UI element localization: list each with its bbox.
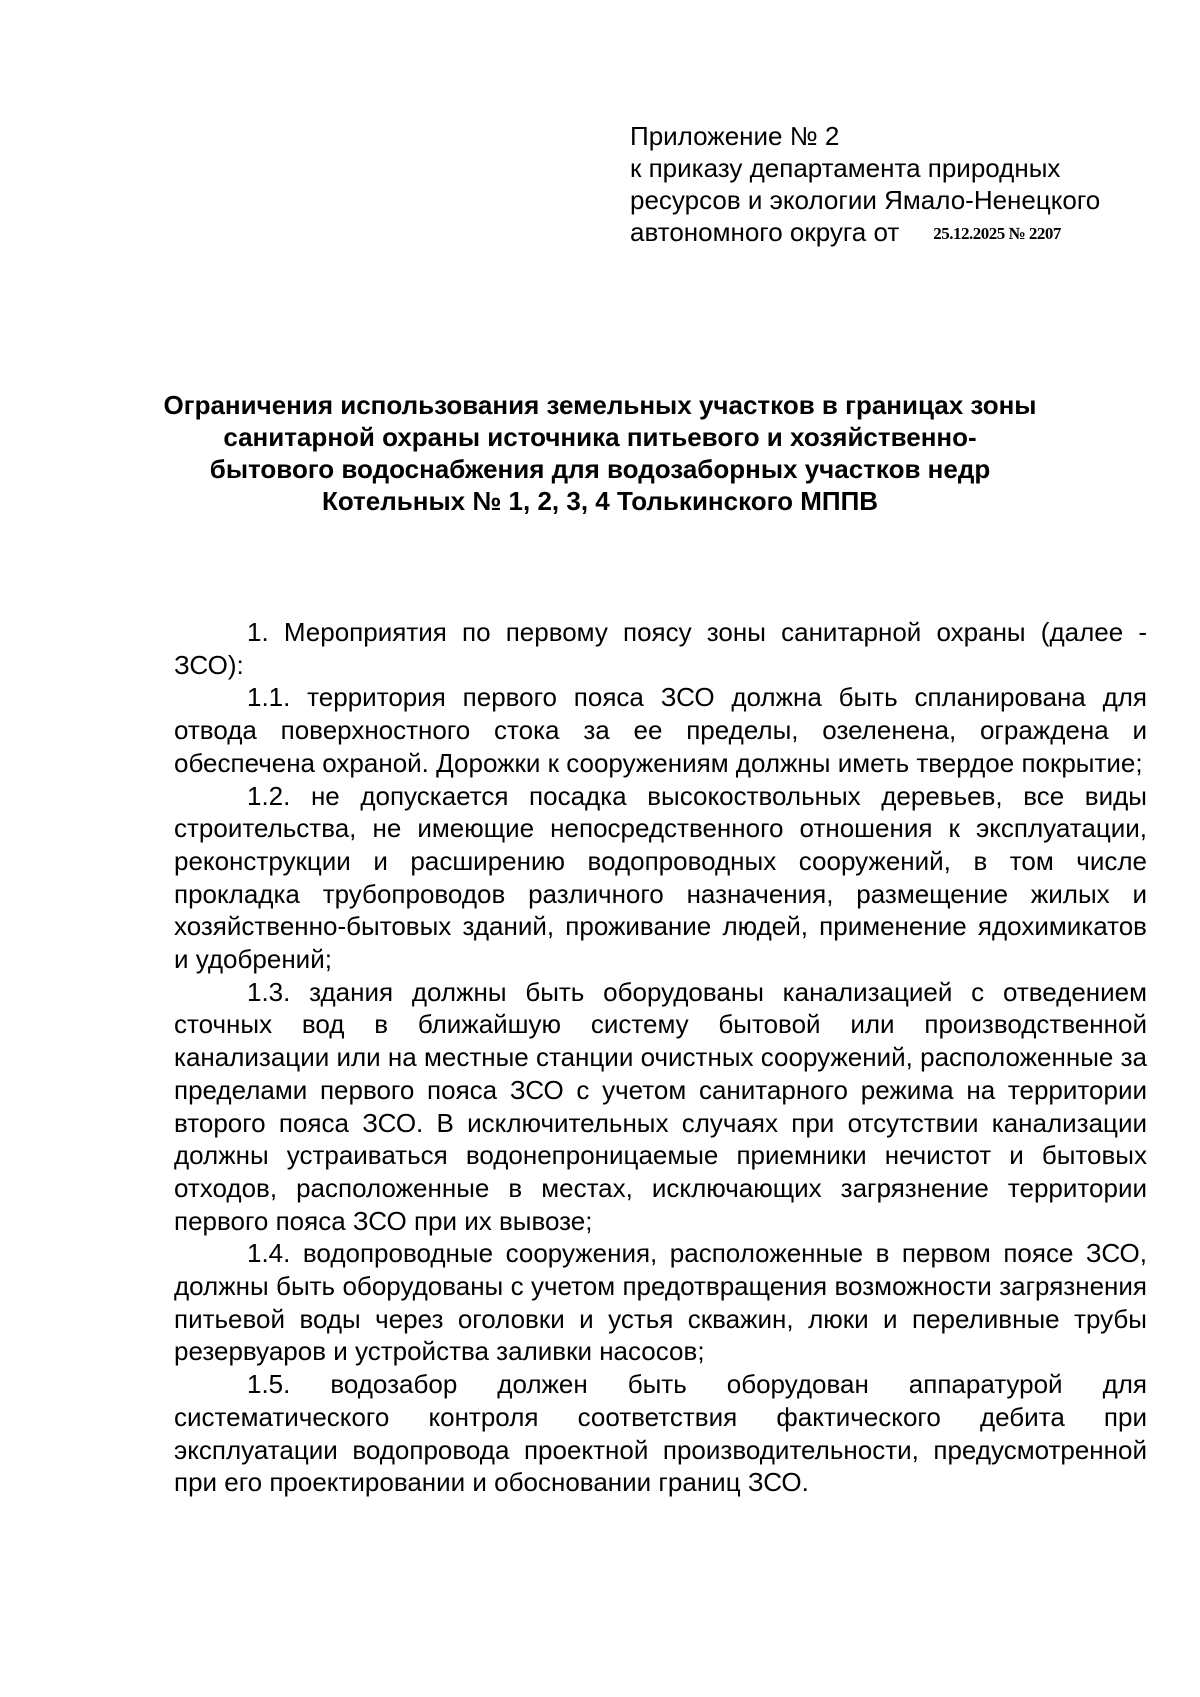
- title-line: санитарной охраны источника питьевого и хозяйственно-: [223, 422, 977, 452]
- title-line: Котельных № 1, 2, 3, 4 Толькинского МППВ: [321, 486, 879, 516]
- paragraph-1: 1. Мероприятия по первому поясу зоны санитарной охраны (далее - ЗСО):: [174, 617, 1147, 680]
- appendix-number: Приложение № 2: [630, 121, 840, 151]
- paragraph-1-1: 1.1. территория первого пояса ЗСО должна быть спланирована для отвода поверхностного стока за ее пределы, озеленена, ограждена и обеспечена охраной. Дорожки к сооружениям должны иметь твердое покрытие;: [174, 682, 1147, 778]
- paragraph-1-4: 1.4. водопроводные сооружения, расположенные в первом поясе ЗСО, должны быть оборудованы с учетом предотвращения возможности загрязнения питьевой воды через оголовки и устья скважин, люки и переливные трубы резервуаров и устройства заливки насосов;: [174, 1238, 1147, 1367]
- document-body: [174, 616, 1147, 1499]
- title-line: Ограничения использования земельных участков в границах зоны: [163, 390, 1037, 420]
- appendix-order-ref: к приказу департамента природных: [630, 153, 1061, 183]
- appendix-header: [630, 120, 1170, 250]
- appendix-date-line: [630, 216, 1170, 250]
- title-line: бытового водоснабжения для водозаборных участков недр: [209, 454, 991, 484]
- paragraph-1-5: 1.5. водозабор должен быть оборудован аппаратурой для систематического контроля соответствия фактического дебита при эксплуатации водопровода проектной производительности, предусмотренной при его проектировании и обосновании границ ЗСО.: [174, 1369, 1147, 1498]
- document-title: [140, 389, 1060, 517]
- paragraph-1-3: 1.3. здания должны быть оборудованы канализацией с отведением сточных вод в ближайшую систему бытовой или производственной канализации или на местные станции очистных сооружений, расположенные за пределами первого пояса ЗСО с учетом санитарного режима на территории второго пояса ЗСО. В исключительных случаях при отсутствии канализации должны устраиваться водонепроницаемые приемники нечистот и бытовых отходов, расположенные в местах, исключающих загрязнение территории первого пояса ЗСО при их вывозе;: [174, 976, 1147, 1236]
- paragraph-1-2: 1.2. не допускается посадка высокоствольных деревьев, все виды строительства, не имеющие непосредственного отношения к эксплуатации, реконструкции и расширению водопроводных сооружений, в том числе прокладка трубопроводов различного назначения, размещение жилых и хозяйственно-бытовых зданий, проживание людей, применение ядохимикатов и удобрений;: [174, 780, 1147, 975]
- appendix-department: ресурсов и экологии Ямало-Ненецкого: [630, 185, 1101, 215]
- order-date-number: 25.12.2025 № 2207: [933, 224, 1061, 243]
- appendix-region: автономного округа от: [630, 217, 900, 247]
